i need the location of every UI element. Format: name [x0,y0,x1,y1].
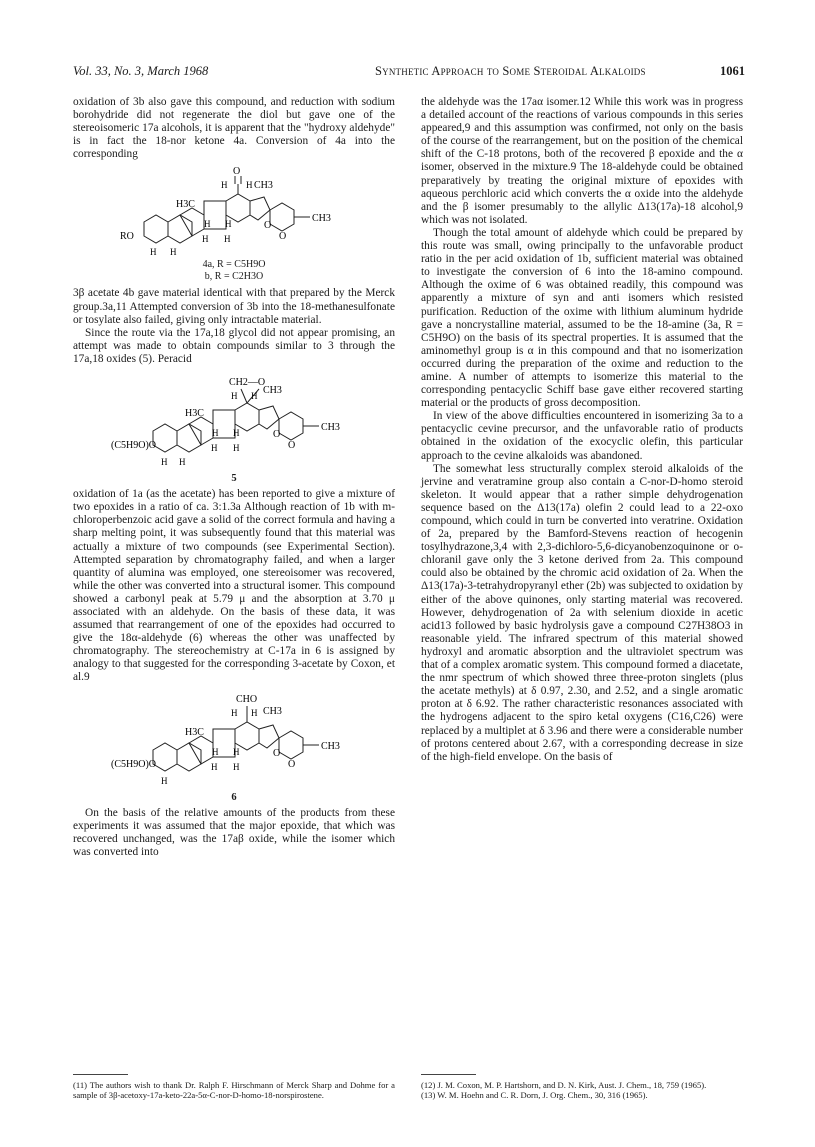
ch3-top-label: CH3 [263,705,282,717]
paragraph: Since the route via the 17a,18 glycol did not appear promising, an attempt was made to obtain compounds similar to 3 through the 17a,18 oxides (5). Peracid [73,326,395,365]
right-column [421,96,743,764]
oxygen-label: O [273,747,281,759]
structure-5-label: 5 [231,473,237,485]
h-label: H [221,180,228,191]
structure-5-drawing [109,369,359,469]
left-column [73,96,395,859]
page-number: 1061 [720,64,745,78]
h-label: H [224,234,231,245]
structure-5 [109,369,359,469]
footnote-12: (12) J. M. Coxon, M. P. Hartshorn, and D. N. Kirk, Aust. J. Chem., 18, 759 (1965). [421,1080,707,1090]
paragraph: The somewhat less structurally complex steroid alkaloids of the jervine and veratramine group also contain a C-nor-D-homo steroid skeleton. It would appear that a rather simple dehydrogenation sequence based on the Δ13(17a) olefin 2 could lead to a 22-oxo compound, which could in turn be converted into veratrine. Oxidation of 2a, prepared by the Bamford-Stevens reaction of hecogenin tosylhydrazone,3,4 with 2,3-dichloro-5,6-dicyanobenzoquinone or o-chloranil gave only the 3 ketone derived from 2a. This compound could also be obtained by the chromic acid oxidation of 2a. When the Δ13(17a)-3-tetrahydropyranyl ether (2b) was subjected to oxidation by either of the above quinones, only starting material was recovered. However, dehydrogenation of 2a with selenium dioxide in acetic acid13 followed by basic hydrolysis gave a compound C27H38O3 in reasonable yield. The infrared spectrum of this material showed hydroxyl and aromatic absorption and the ultraviolet spectrum was that of a complex aromatic system. This compound formed a diacetate, the nmr spectrum of which showed three three-proton singlets (plus the acetate methyls) at δ 0.97, 2.30, and 2.52, and a single aromatic proton at δ 6.92. The rather characteristic resonances associated with the hydrogens adjacent to the spiro ketal oxygens (C16,C26) were replaced by a multiplet at δ 3.96 and there were a considerable number of protons centered about 2.67, with a corresponding decrease in size of the high-field envelope. On the basis of [421,462,743,763]
h-label: H [233,443,240,454]
paragraph: Though the total amount of aldehyde which could be prepared by this route was small, owing principally to the unfavorable product ratio in the per acid oxidation of 1b, sufficient material was obtained to investigate the conversion of 6 into the 18-amino compound. Although the oxime of 6 was obtained readily, this compound was apparently a mixture of syn and anti isomers which resisted purification. Reduction of the oxime with lithium aluminum hydride gave a noncrystalline material, assumed to be the 18-amine (3a, R = C5H9O) on the basis of its spectral properties. It is assumed that the aminomethyl group is α in this compound and that no isomerization occurred during the preparation of the oxime and reduction to the amine. A number of attempts to isomerize this material to the corresponding pentacyclic Schiff base gave either recovered starting material or the products of gross decomposition. [421,226,743,410]
h-label: H [225,219,232,230]
footnote-11: (11) The authors wish to thank Dr. Ralph F. Hirschmann of Merck Sharp and Dohme for a sample of 3β-acetoxy-17a-keto-22a-5α-C-nor-D-homo-18-norspirostene. [73,1080,395,1101]
ch3-top-label: CH3 [263,385,282,397]
h-label: H [251,391,258,402]
h-label: H [246,180,253,191]
h3c-label: H3C [185,408,204,420]
running-title: Synthetic Approach to Some Steroidal Alkaloids [375,64,646,78]
cho-label: CHO [236,693,258,705]
h-label: H [211,443,218,454]
h-label: H [231,707,238,718]
h-label: H [179,457,186,468]
footnote-rule [421,1074,476,1075]
footnote-13: (13) W. M. Hoehn and C. R. Dorn, J. Org. Chem., 30, 316 (1965). [421,1090,648,1101]
h3c-label: H3C [185,726,204,738]
h3c-label: H3C [176,199,195,211]
h-label: H [233,761,240,772]
ch3-label: CH3 [321,740,340,752]
ro-label: RO [120,231,134,243]
h-label: H [212,428,219,439]
oxygen-label: O [288,440,296,452]
h-label: H [170,247,177,257]
oxygen-label: O [279,231,287,243]
structure-6 [109,688,359,788]
footnotes-right [421,1080,743,1100]
structure-4 [114,164,354,256]
h-label: H [161,457,168,468]
footnote-rule [73,1074,128,1075]
caption-4b: b, R = C2H3O [204,271,264,283]
ch3-label: CH3 [312,213,331,225]
h-label: H [251,707,258,718]
h-label: H [204,219,211,230]
h-label: H [212,746,219,757]
paragraph: oxidation of 3b also gave this compound, and reduction with sodium borohydride did not regenerate the diol but gave one of the stereoisomeric 17a alcohols, it is apparent that the "hydroxy aldehyde" is in fact the 18-nor ketone 4a. Conversion of 4a into the corresponding [73,96,395,161]
oxygen-label: O [288,758,296,770]
ch3-label: CH3 [321,422,340,434]
structure-4-caption [73,259,395,283]
epoxide-label: CH2—O [229,377,266,389]
paragraph: oxidation of 1a (as the acetate) has been reported to give a mixture of two epoxides in a ratio of ca. 3:1.3a Although reaction of 1b with m-chloroperbenzoic acid gave a solid of the correct formula and having a sharp melting point, it was subsequently found that this material was actually a mixture of two compounds (see Experimental Section). Attempted separation by chromatography failed, and when a larger quantity of alumina was employed, one stereoisomer was recovered, while the other was converted into a structural isomer. This compound showed a carbonyl peak at 5.79 μ and the absorption at 3.70 μ associated with an aldehyde. On the basis of these data, it was assumed that rearrangement of one of the epoxides had occurred to give the 18α-aldehyde (6) whereas the other was unaffected by chromatography. The stereochemistry at C-17a in 6 is assigned by analogy to that suggested for the corresponding 3-acetate by Coxon, et al.9 [73,488,395,684]
oxygen-label: O [273,429,281,441]
oxygen-label: O [233,166,241,178]
h-label: H [211,761,218,772]
paragraph: On the basis of the relative amounts of the products from these experiments it was assumed that the major epoxide, that which was recovered unchanged, was the 17aβ oxide, while the isomer which was converted into [73,806,395,858]
h-label: H [231,391,238,402]
acyloxy-label: (C5H9O)O [111,758,156,770]
acyloxy-label: (C5H9O)O [111,440,156,452]
paragraph: 3β acetate 4b gave material identical with that prepared by the Merck group.3a,11 Attempted conversion of 3b into the 18-methanesulfonate or tosylate also failed, giving only intractable material. [73,287,395,326]
h-label: H [150,247,157,257]
page-header [73,64,745,82]
ch3-top-label: CH3 [254,180,273,192]
journal-citation: Vol. 33, No. 3, March 1968 [73,64,209,78]
paragraph: In view of the above difficulties encountered in isomerizing 3a to a pentacyclic cevine precursor, and the unfavorable ratio of products obtained in the oxidation of the exocyclic olefin, this particular approach to the cevine alkaloids was abandoned. [421,410,743,462]
footnotes-left [73,1080,395,1100]
structure-4-drawing [114,164,354,256]
structure-6-drawing [109,688,359,788]
caption-4a: 4a, R = C5H9O [202,259,266,271]
h-label: H [202,234,209,245]
paragraph: the aldehyde was the 17aα isomer.12 While this work was in progress a detailed account of the reactions of various compounds in this series appeared,9 and this assumption was confirmed, not only on the basis of the course of the rearrangement, but on the position of the chemical shift of the C-18 protons, both of the recovered β epoxide and the α isomer, observed in the mixture.9 The 18-aldehyde could be obtained preparatively by treating the original mixture of epoxides with aqueous perchloric acid which converts the α oxide into the aldehyde and the β isomer presumably to the allylic Δ13(17a)-18 alcohol,9 which was not isolated. [421,96,743,226]
h-label: H [233,746,240,757]
structure-6-label: 6 [231,791,237,803]
h-label: H [161,775,168,786]
oxygen-label: O [264,220,272,232]
h-label: H [233,428,240,439]
